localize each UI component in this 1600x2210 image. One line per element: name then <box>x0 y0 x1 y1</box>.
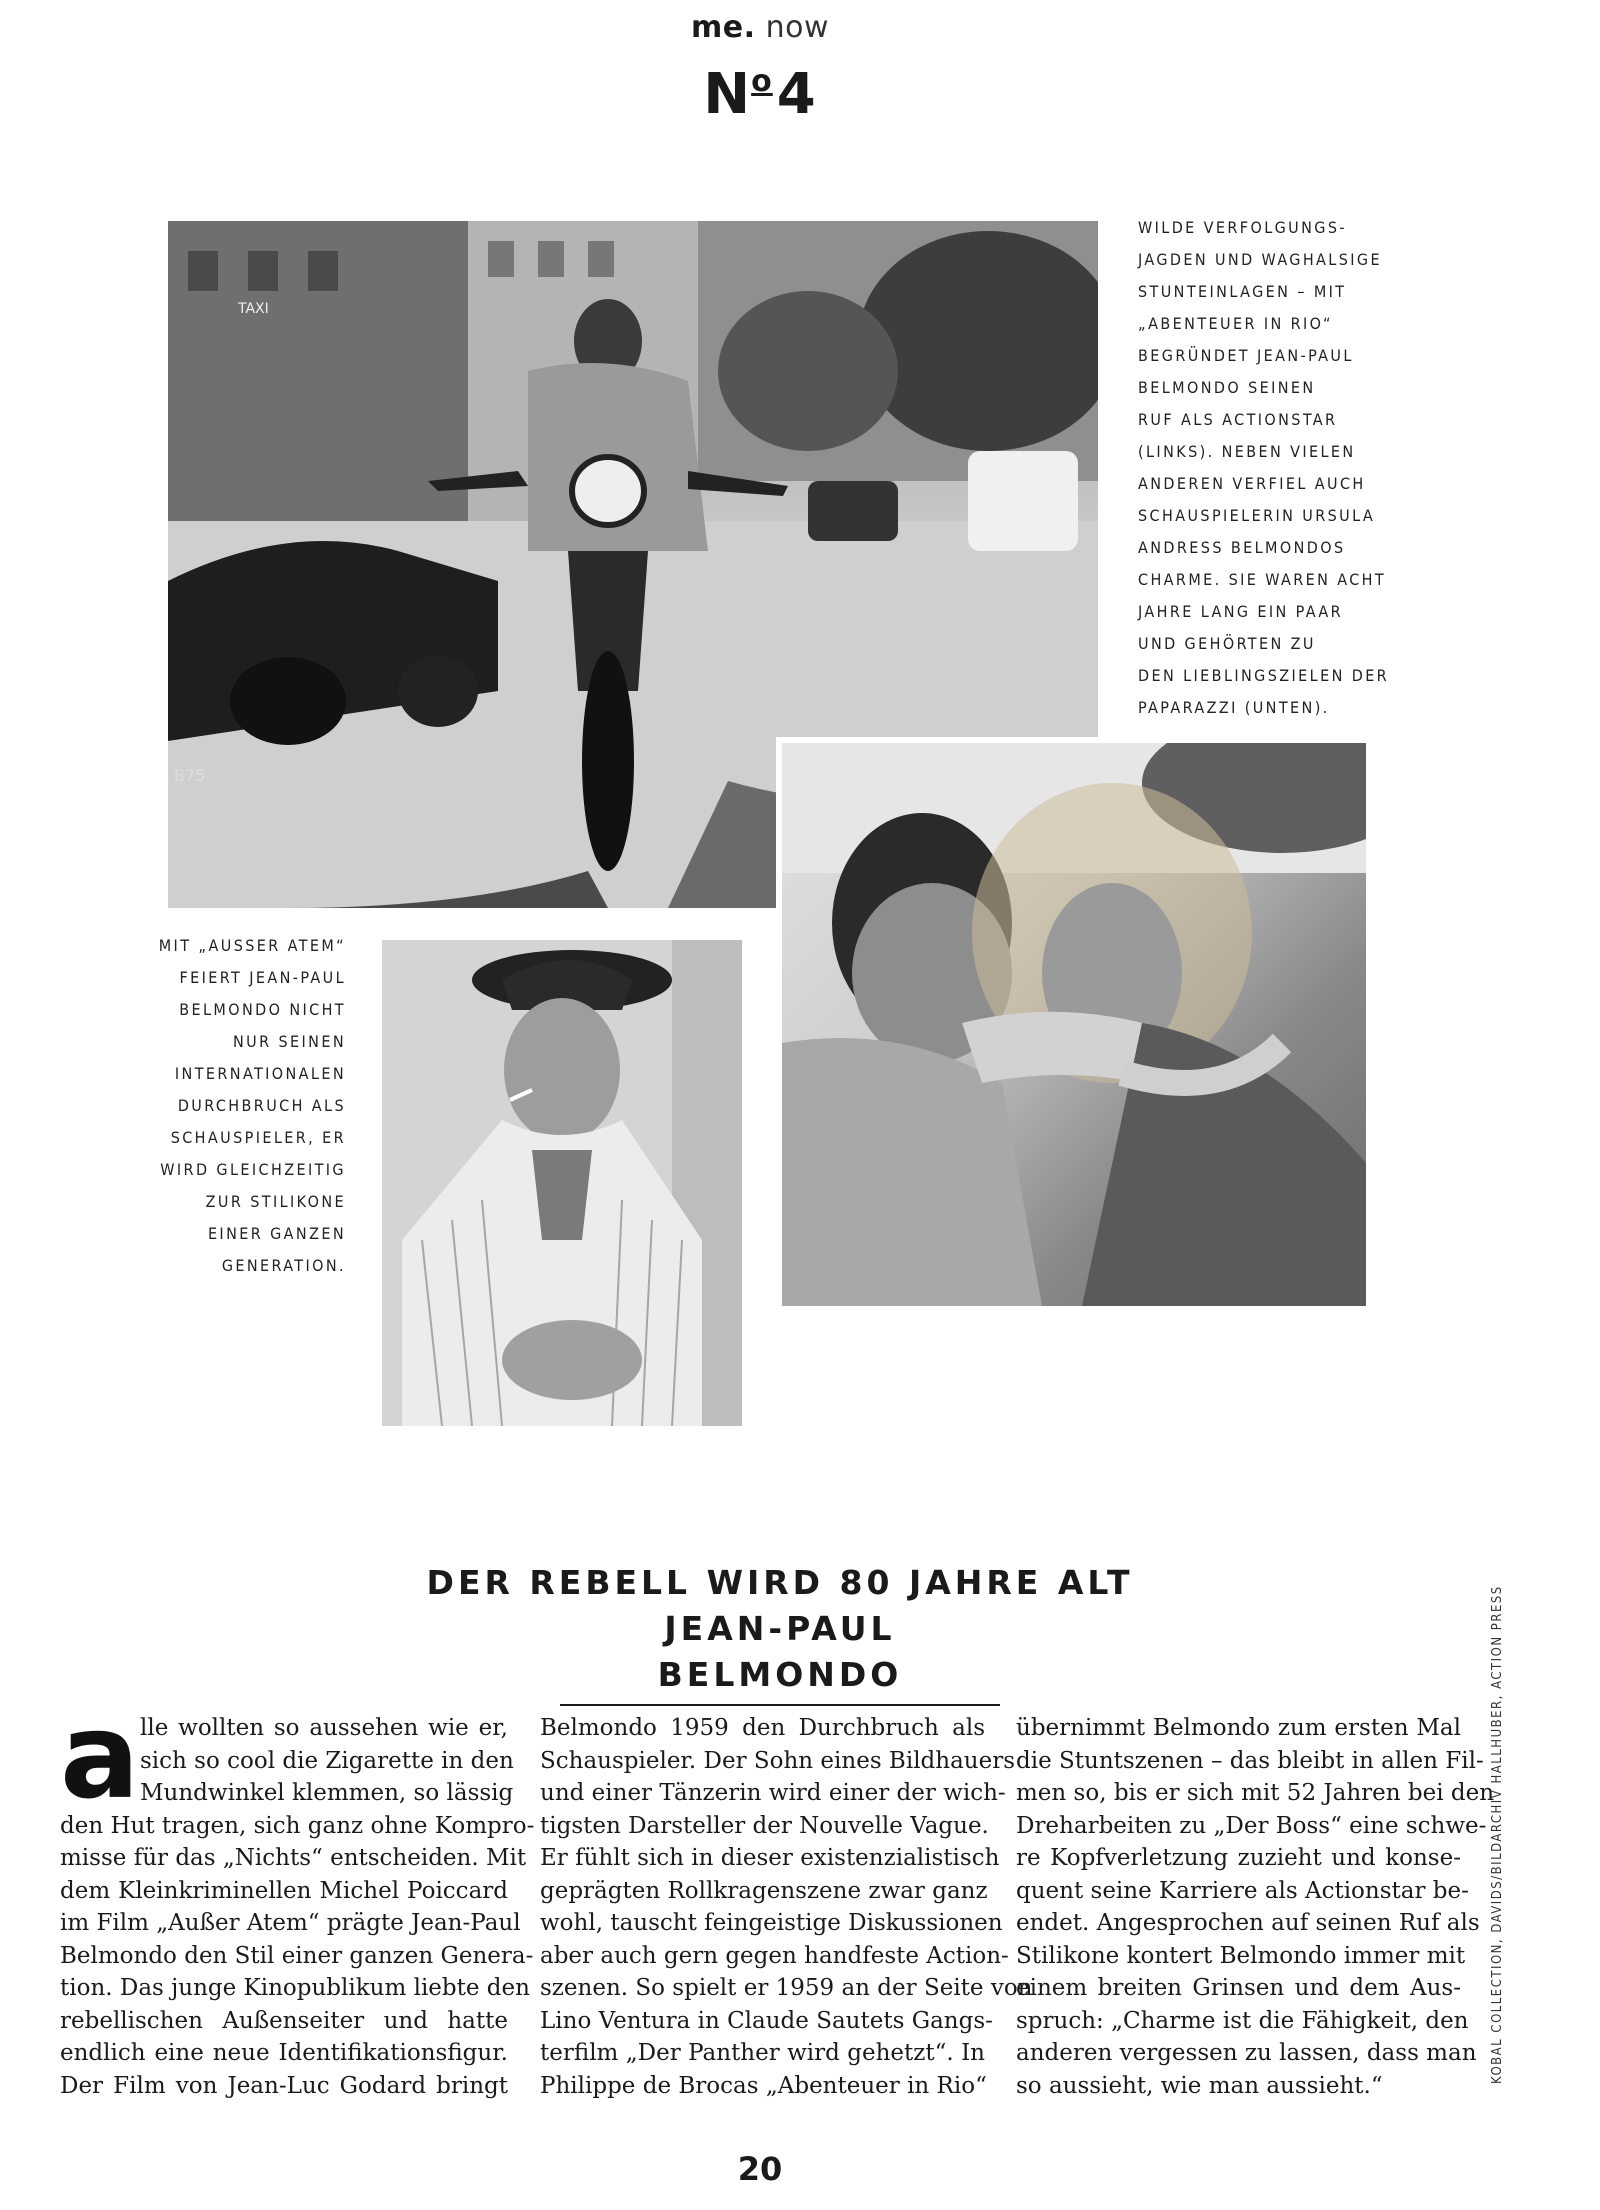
col3-line: spruch: „Charme ist die Fähigkeit, den <box>1016 2007 1469 2034</box>
col1-line: dem Kleinkriminellen Michel Poiccard <box>60 1877 508 1904</box>
col1-line: Mundwinkel klemmen, so lässig <box>140 1780 514 1806</box>
col3-line: quent seine Karriere als Actionstar be- <box>1016 1877 1469 1904</box>
col2-line: Er fühlt sich in dieser existenzialistisch <box>540 1845 1000 1871</box>
issue-digit: 4 <box>776 62 817 127</box>
brand-logo <box>0 10 1520 45</box>
col2-line: Belmondo 1959 den Durchbruch als <box>540 1715 985 1741</box>
col2-line: geprägten Rollkragenszene zwar ganz <box>540 1877 988 1904</box>
caption-left: MIT „AUSSER ATEM“ FEIERT JEAN-PAUL BELMONDO NICHT NUR SEINEN INTERNATIONALEN DURCHBRUCH ALS SCHAUSPIELER, ER WIRD GLEICHZEITIG ZUR STILIKONE EINER GANZEN GENERATION. <box>158 936 346 1275</box>
col1-line: den Hut tragen, sich ganz ohne Kompro- <box>60 1812 535 1839</box>
col1-line: misse für das „Nichts“ entscheiden. Mit <box>60 1845 527 1871</box>
article-subhead: JEAN-PAUL BELMONDO <box>560 1606 1000 1706</box>
photo-hat <box>382 940 742 1426</box>
col3-line: men so, bis er sich mit 52 Jahren bei den <box>1016 1780 1495 1806</box>
article-column-1 <box>60 1712 535 2102</box>
col2-line: Philippe de Brocas „Abenteuer in Rio“ <box>540 2072 987 2099</box>
col3-line: anderen vergessen zu lassen, dass man <box>1016 2040 1477 2066</box>
drop-cap: a <box>60 1687 140 1825</box>
taxi-sign: TAXI <box>238 301 269 317</box>
brand-bold: me. <box>691 10 756 45</box>
col3-line: endet. Angesprochen auf seinen Ruf als <box>1016 1910 1480 1936</box>
page-number: 20 <box>737 2150 783 2188</box>
col2-line: und einer Tänzerin wird einer der wich- <box>540 1780 1006 1806</box>
col1-line: rebellischen Außenseiter und hatte <box>60 2007 508 2034</box>
col1-line: sich so cool die Zigarette in den <box>140 1747 514 1774</box>
col2-line: terfilm „Der Panther wird gehetzt“. In <box>540 2040 985 2066</box>
col1-line: endlich eine neue Identifikationsfigur. <box>60 2040 508 2066</box>
col3-line: re Kopfverletzung zuzieht und konse- <box>1016 1845 1461 1871</box>
col1-line: Belmondo den Stil einer ganzen Genera- <box>60 1942 534 1969</box>
col3-line: Dreharbeiten zu „Der Boss“ eine schwe- <box>1016 1812 1487 1839</box>
col2-line: aber auch gern gegen handfeste Action- <box>540 1942 1009 1969</box>
col3-line: übernimmt Belmondo zum ersten Mal <box>1016 1715 1461 1741</box>
col1-line: lle wollten so aussehen wie er, <box>140 1715 508 1741</box>
photo-credit: KOBAL COLLECTION, DAVIDS/BILDARCHIV HALLHUBER, ACTION PRESS <box>1490 1585 1505 2084</box>
license-plate: B75 <box>174 766 206 785</box>
col2-line: Lino Ventura in Claude Sautets Gangs- <box>540 2007 993 2034</box>
issue-number <box>0 62 1520 127</box>
col3-line: Stilikone kontert Belmondo immer mit <box>1016 1942 1466 1969</box>
col3-line: so aussieht, wie man aussieht.“ <box>1016 2072 1383 2099</box>
brand-light: now <box>765 10 829 45</box>
col2-line: tigsten Darsteller der Nouvelle Vague. <box>540 1812 989 1839</box>
article-headline: DER REBELL WIRD 80 JAHRE ALT <box>426 1563 1134 1602</box>
col1-line: im Film „Außer Atem“ prägte Jean-Paul <box>60 1910 521 1936</box>
col2-line: Schauspieler. Der Sohn eines Bildhauers <box>540 1747 1016 1774</box>
caption-right: WILDE VERFOLGUNGS- JAGDEN UND WAGHALSIGE STUNTEINLAGEN – MIT „ABENTEUER IN RIO“ BEGRÜNDET JEAN-PAUL BELMONDO SEINEN RUF ALS ACTIONSTAR (LINKS). NEBEN VIELEN ANDEREN VERFIEL AUCH SCHAUSPIELERIN URSULA ANDRESS BELMONDOS CHARME. SIE WAREN ACHT JAHRE LANG EIN PAAR UND GEHÖRTEN ZU DEN LIEBLINGSZIELEN DER PAPARAZZI (UNTEN). <box>1138 218 1390 717</box>
issue-sup: o <box>751 64 773 99</box>
col1-line: Der Film von Jean-Luc Godard bringt <box>60 2072 508 2099</box>
issue-symbol: N <box>703 62 752 127</box>
col2-line: wohl, tauscht feingeistige Diskussionen <box>540 1910 1003 1936</box>
col1-line: tion. Das junge Kinopublikum liebte den <box>60 1975 530 2001</box>
photo-couple <box>776 737 1366 1306</box>
article-column-2 <box>540 1712 1033 2102</box>
col3-line: einem breiten Grinsen und dem Aus- <box>1016 1975 1461 2001</box>
article-column-3 <box>1016 1712 1495 2102</box>
col3-line: die Stuntszenen – das bleibt in allen Fil- <box>1016 1747 1484 1774</box>
col2-line: szenen. So spielt er 1959 an der Seite von <box>540 1975 1033 2001</box>
